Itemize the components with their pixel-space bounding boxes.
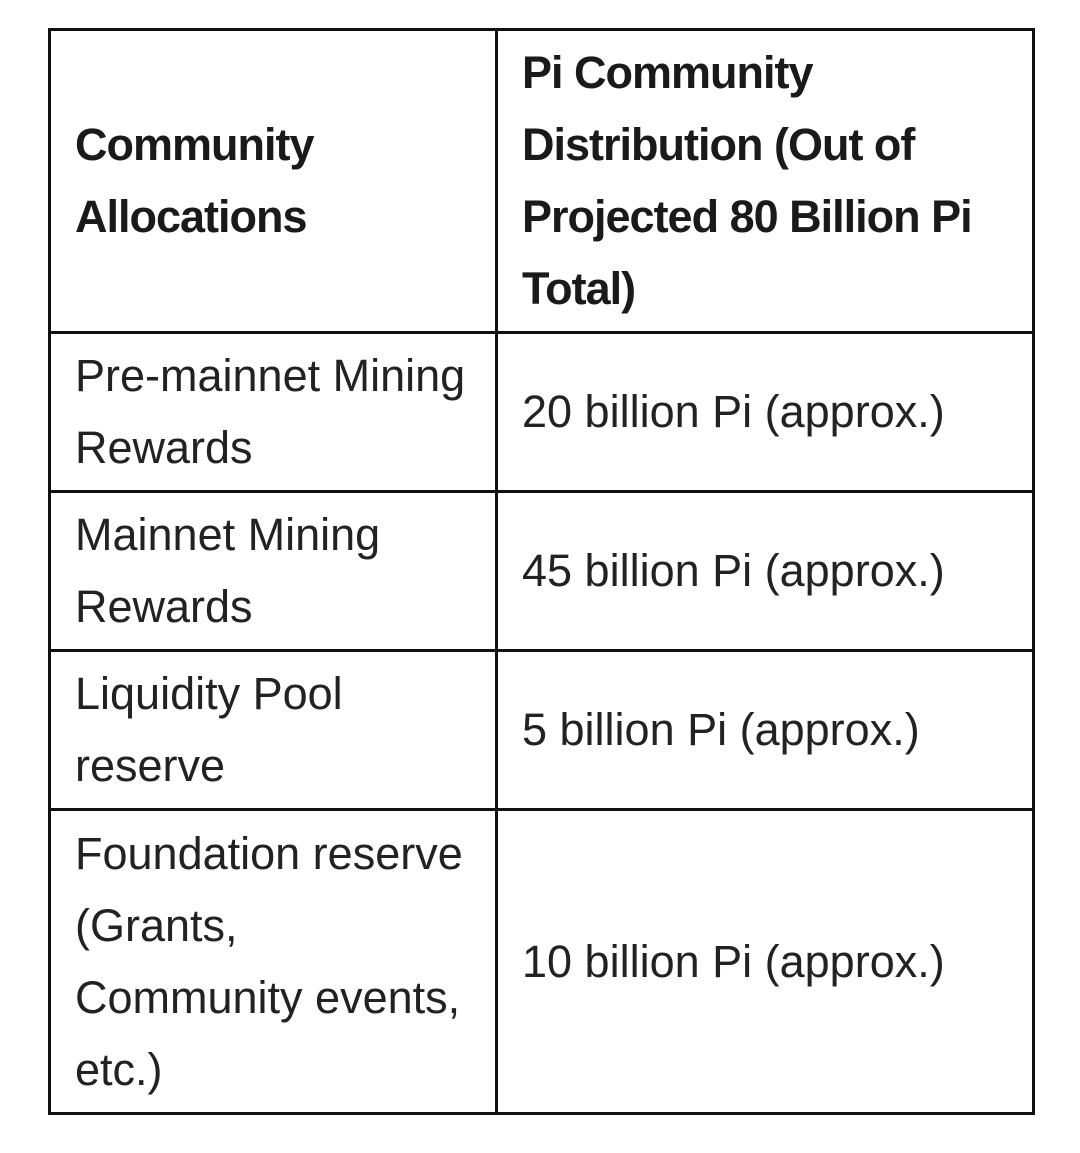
distribution-cell: 10 billion Pi (approx.) (497, 810, 1034, 1114)
table-row (50, 333, 1034, 492)
distribution-cell: 20 billion Pi (approx.) (497, 333, 1034, 492)
table-row (50, 651, 1034, 810)
allocation-cell: Mainnet Mining Rewards (50, 492, 497, 651)
header-pi-community-distribution: Pi Community Distribution (Out of Projected 80 Billion Pi Total) (497, 30, 1034, 333)
table-header-row (50, 30, 1034, 333)
allocation-cell: Foundation reserve (Grants, Community events, etc.) (50, 810, 497, 1114)
distribution-cell: 5 billion Pi (approx.) (497, 651, 1034, 810)
header-community-allocations: Community Allocations (50, 30, 497, 333)
allocation-cell: Liquidity Pool reserve (50, 651, 497, 810)
allocation-table (48, 28, 1035, 1115)
distribution-cell: 45 billion Pi (approx.) (497, 492, 1034, 651)
allocation-cell: Pre-mainnet Mining Rewards (50, 333, 497, 492)
table-row (50, 810, 1034, 1114)
table-row (50, 492, 1034, 651)
